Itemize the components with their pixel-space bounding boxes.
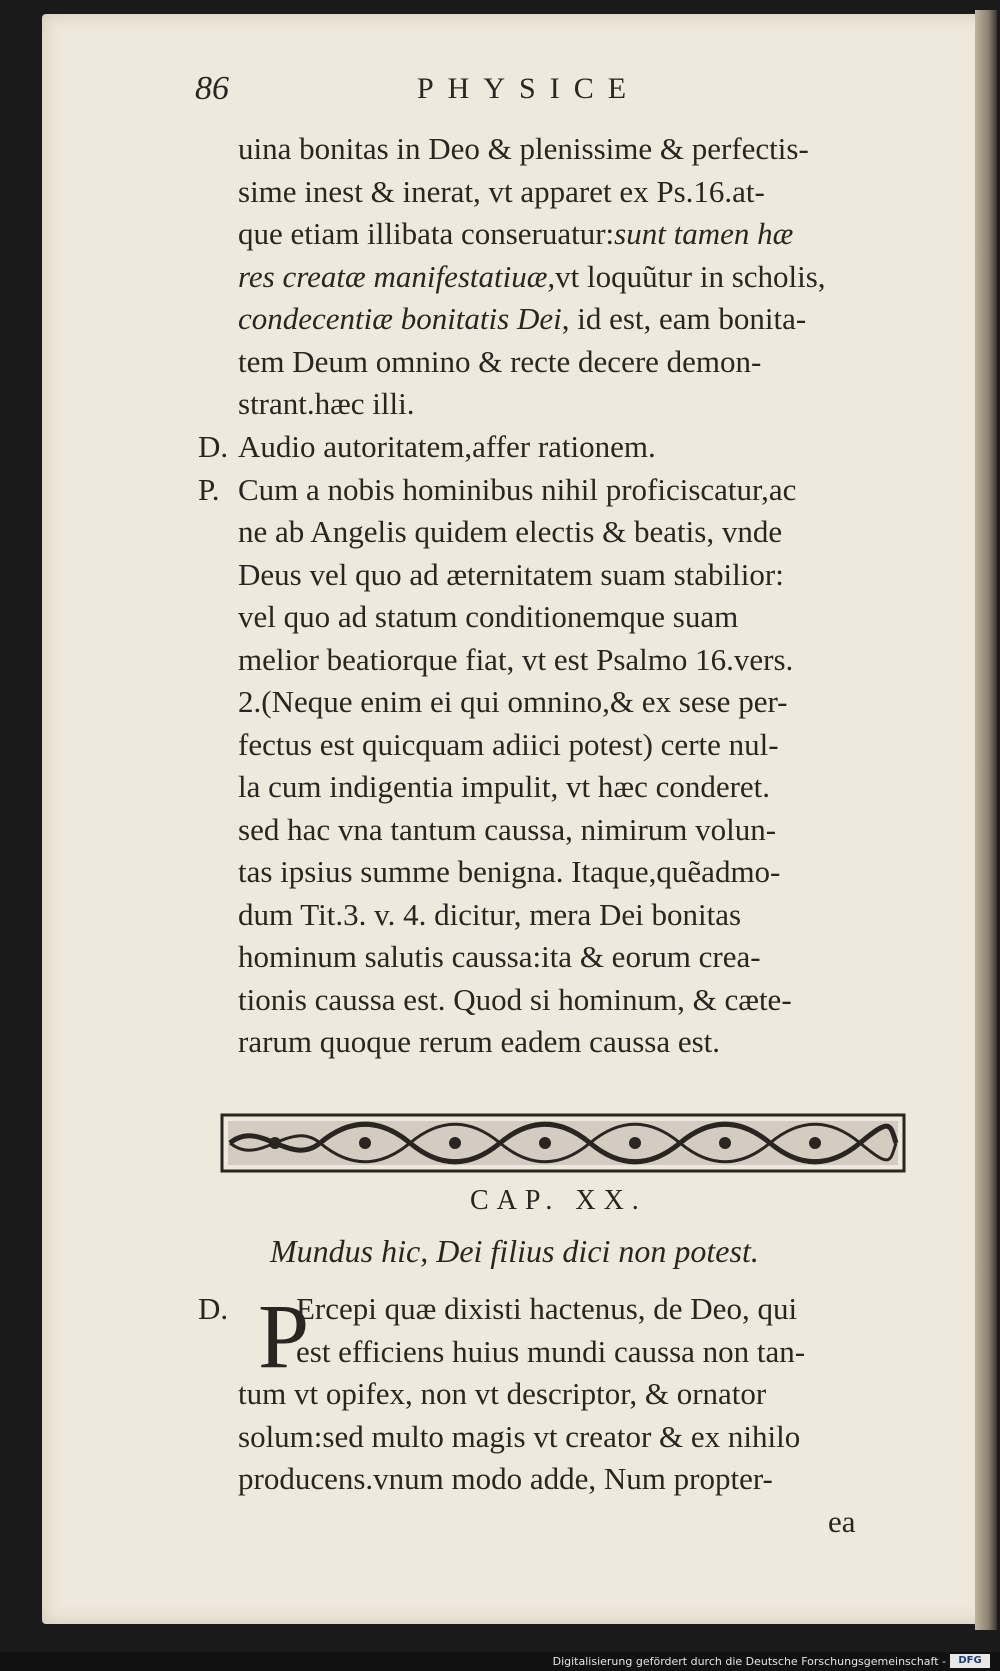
- text-line: solum:sed multo magis vt creator & ex nihilo: [238, 1418, 801, 1454]
- text-line: que etiam illibata conseruatur:sunt tamen hæ: [238, 216, 794, 251]
- text-line: melior beatiorque fiat, vt est Psalmo 16.vers.: [238, 641, 794, 677]
- ornamental-band: [220, 1113, 906, 1173]
- text-line: uina bonitas in Deo & plenissime & perfectis-: [238, 131, 809, 166]
- text-line: res creatæ manifestatiuæ,vt loquũtur in scholis,: [238, 258, 826, 294]
- text-line: hominum salutis caussa:ita & eorum crea-: [238, 939, 761, 974]
- drop-capital: P: [258, 1285, 310, 1387]
- speaker-line-d: D. Ercepi quæ dixisti hactenus, de Deo, qui: [198, 1288, 918, 1331]
- text-line: condecentiæ bonitatis Dei, id est, eam bonita-: [238, 301, 807, 336]
- text-line: tionis caussa est. Quod si hominum, & cæte-: [238, 981, 792, 1017]
- text-line: la cum indigentia impulit, vt hæc conderet.: [238, 769, 771, 804]
- dialogue-block: [198, 426, 918, 1064]
- dfg-logo: DFG: [950, 1654, 990, 1668]
- text-line: est efficiens huius mundi caussa non tan-: [296, 1333, 806, 1369]
- page-edge: [975, 10, 997, 1630]
- text-line: fectus est quicquam adiici potest) certe nul-: [238, 726, 779, 762]
- text-line: tas ipsius summe benigna. Itaque,quẽadmo-: [238, 854, 781, 889]
- page-number: 86: [195, 70, 229, 107]
- paragraph-continued: [198, 128, 918, 426]
- text-line: Deus vel quo ad æternitatem suam stabilior:: [238, 556, 784, 592]
- text-line: sed hac vna tantum caussa, nimirum volun-: [238, 811, 777, 847]
- chapter-title: Mundus hic, Dei filius dici non potest.: [270, 1233, 759, 1269]
- text-line: vel quo ad statum conditionemque suam: [238, 599, 739, 634]
- text-line: rarum quoque rerum eadem caussa est.: [238, 1024, 721, 1059]
- speaker-line-d: D. Audio autoritatem,affer rationem.: [198, 426, 918, 469]
- catchword: ea: [828, 1503, 856, 1539]
- footer-credit: Digitalisierung gefördert durch die Deutsche Forschungsgemeinschaft -: [552, 1655, 946, 1668]
- text-line: producens.vnum modo adde, Num propter-: [238, 1461, 773, 1496]
- text-line: tem Deum omnino & recte decere demon-: [238, 343, 762, 379]
- running-title: PHYSICE: [417, 72, 641, 105]
- speaker-line-p: P. Cum a nobis hominibus nihil proficiscatur,ac: [198, 469, 918, 512]
- speaker-label: D.: [198, 429, 229, 464]
- text-line: ne ab Angelis quidem electis & beatis, vnde: [238, 514, 783, 549]
- text-line: strant.hæc illi.: [238, 386, 415, 421]
- chapter-label: CAP. XX.: [470, 1185, 647, 1216]
- text-line: sime inest & inerat, vt apparet ex Ps.16.at-: [238, 173, 765, 209]
- text-line: 2.(Neque enim ei qui omnino,& ex sese per-: [238, 684, 788, 719]
- speaker-label: P.: [198, 471, 220, 507]
- text-line: dum Tit.3. v. 4. dicitur, mera Dei bonitas: [238, 896, 742, 932]
- text-line: tum vt opifex, non vt descriptor, & ornator: [238, 1376, 767, 1411]
- page-header: [195, 70, 755, 114]
- speaker-label: D.: [198, 1291, 229, 1326]
